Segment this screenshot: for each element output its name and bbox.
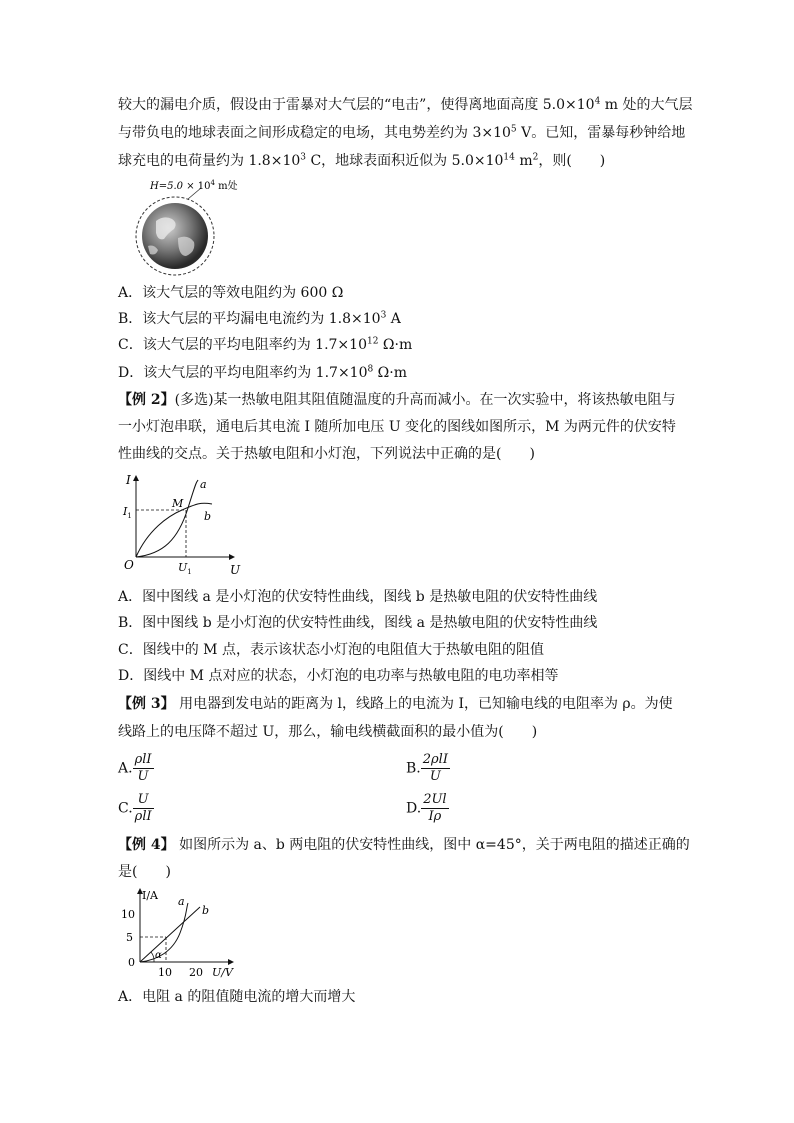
curve-b bbox=[136, 503, 212, 557]
ex4-y-tick-0: 0 bbox=[128, 956, 135, 969]
ex4-option-a: A．电阻 a 的阻值随电流的增大而增大 bbox=[118, 989, 356, 1005]
ex4-line-b-label: b bbox=[202, 904, 210, 917]
earth-globe bbox=[142, 203, 208, 269]
point-m-label: M bbox=[172, 497, 184, 510]
fraction: $\frac{\text{2ρlI}}{U}$ bbox=[422, 752, 448, 784]
ex2-y-label: I bbox=[126, 473, 131, 487]
ex4-x-label: U/V bbox=[212, 966, 233, 979]
earth-figure bbox=[118, 176, 238, 276]
ex4-y-tick-10: 10 bbox=[121, 908, 135, 921]
ex2-option-b: B．图中图线 b 是小灯泡的伏安特性曲线，图线 a 是热敏电阻的伏安特性曲线 bbox=[118, 615, 598, 631]
ex3-line-2: 线路上的电压降不超过 U，那么，输电线横截面积的最小值为( ) bbox=[118, 724, 538, 740]
intro-line-3: 球充电的电荷量约为 $1.8\times 10^3$ C，地球表面积近似为 $5.0\times 10^{14}$ $m^2$，则( ) bbox=[118, 152, 606, 169]
ex2-line-2: 一小灯泡串联，通电后其电流 I 随所加电压 U 变化的图线如图所示，M 为两元件的伏安特 bbox=[118, 419, 676, 435]
ex4-line-1: 【例 4】 如图所示为 a、b 两电阻的伏安特性曲线，图中 α=45°，关于两电阻的描述正确的 bbox=[118, 837, 690, 853]
height-label: $H=5.0 \times 10^4$ m处 bbox=[150, 179, 238, 192]
ex4-x-tick-20: 20 bbox=[189, 966, 203, 979]
q1-option-b: B．该大气层的平均漏电电流约为 $1.8\times 10^3$ A bbox=[118, 310, 401, 327]
ex2-line-3: 性曲线的交点。关于热敏电阻和小灯泡，下列说法中正确的是( ) bbox=[118, 446, 535, 462]
ex3-option-c: C. $\frac{U}{\text{ρlI}}$ bbox=[118, 792, 152, 824]
ex4-y-tick-5: 5 bbox=[126, 931, 133, 944]
ex2-option-d: D．图线中 M 点对应的状态，小灯泡的电功率与热敏电阻的电功率相等 bbox=[118, 668, 559, 684]
intro-line-1: 较大的漏电介质，假设由于雷暴对大气层的“电击”，使得离地面高度 $5.0\times 10^4$ m 处的大气层 bbox=[118, 96, 693, 113]
intro-line-2: 与带负电的地球表面之间形成稳定的电场，其电势差约为 $3\times 10^5$ V。已知，雷暴每秒钟给地 bbox=[118, 124, 686, 141]
fraction: $\frac{U}{\text{ρlI}}$ bbox=[134, 792, 152, 824]
ex2-origin-label: O bbox=[124, 558, 134, 572]
ex2-option-c: C．图线中的 M 点，表示该状态小灯泡的电阻值大于热敏电阻的阻值 bbox=[118, 642, 544, 658]
ex3-line-1: 【例 3】 用电器到发电站的距离为 l，线路上的电流为 I，已知输电线的电阻率为 ρ。为使 bbox=[118, 696, 673, 712]
ex3-option-a: A. $\frac{\text{ρlI}}{U}$ bbox=[118, 752, 152, 784]
fraction: $\frac{2Ul}{I\rho}$ bbox=[423, 792, 447, 824]
fraction: $\frac{\text{ρlI}}{U}$ bbox=[134, 752, 152, 784]
q1-option-a: A．该大气层的等效电阻约为 600 Ω bbox=[118, 285, 344, 301]
ex4-tag: 【例 4】 bbox=[118, 837, 175, 853]
q1-option-c: C．该大气层的平均电阻率约为 $1.7\times 10^{12}$ Ω·m bbox=[118, 336, 413, 353]
ex3-option-b: B. $\frac{\text{2ρlI}}{U}$ bbox=[406, 752, 448, 784]
ex4-iu-graph bbox=[118, 885, 243, 980]
u1-label: $U_1$ bbox=[178, 561, 192, 576]
curve-b-label: b bbox=[204, 510, 212, 523]
i1-label: $I_1$ bbox=[123, 505, 132, 520]
ex4-x-tick-10: 10 bbox=[158, 966, 172, 979]
ex3-option-d: D. $\frac{2Ul}{I\rho}$ bbox=[406, 792, 447, 824]
ex2-x-label: U bbox=[230, 563, 241, 577]
ex2-option-a: A．图中图线 a 是小灯泡的伏安特性曲线，图线 b 是热敏电阻的伏安特性曲线 bbox=[118, 589, 598, 605]
curve-a-label: a bbox=[200, 478, 207, 491]
ex4-curve-a-label: a bbox=[178, 895, 185, 908]
ex3-tag: 【例 3】 bbox=[118, 696, 175, 712]
q1-option-d: D．该大气层的平均电阻率约为 $1.7\times 10^8$ Ω·m bbox=[118, 364, 408, 381]
ex4-line-b bbox=[140, 907, 200, 962]
ex2-line-1: 【例 2】(多选)某一热敏电阻其阻值随温度的升高而减小。在一次实验中，将该热敏电阻与 bbox=[118, 392, 676, 408]
ex4-curve-a bbox=[140, 903, 188, 962]
ex4-line-2: 是( ) bbox=[118, 864, 171, 880]
ex2-iu-graph bbox=[118, 470, 243, 580]
ex2-tag: 【例 2】 bbox=[118, 392, 175, 408]
ex4-y-label: I/A bbox=[142, 889, 158, 902]
alpha-label: α bbox=[155, 950, 162, 961]
